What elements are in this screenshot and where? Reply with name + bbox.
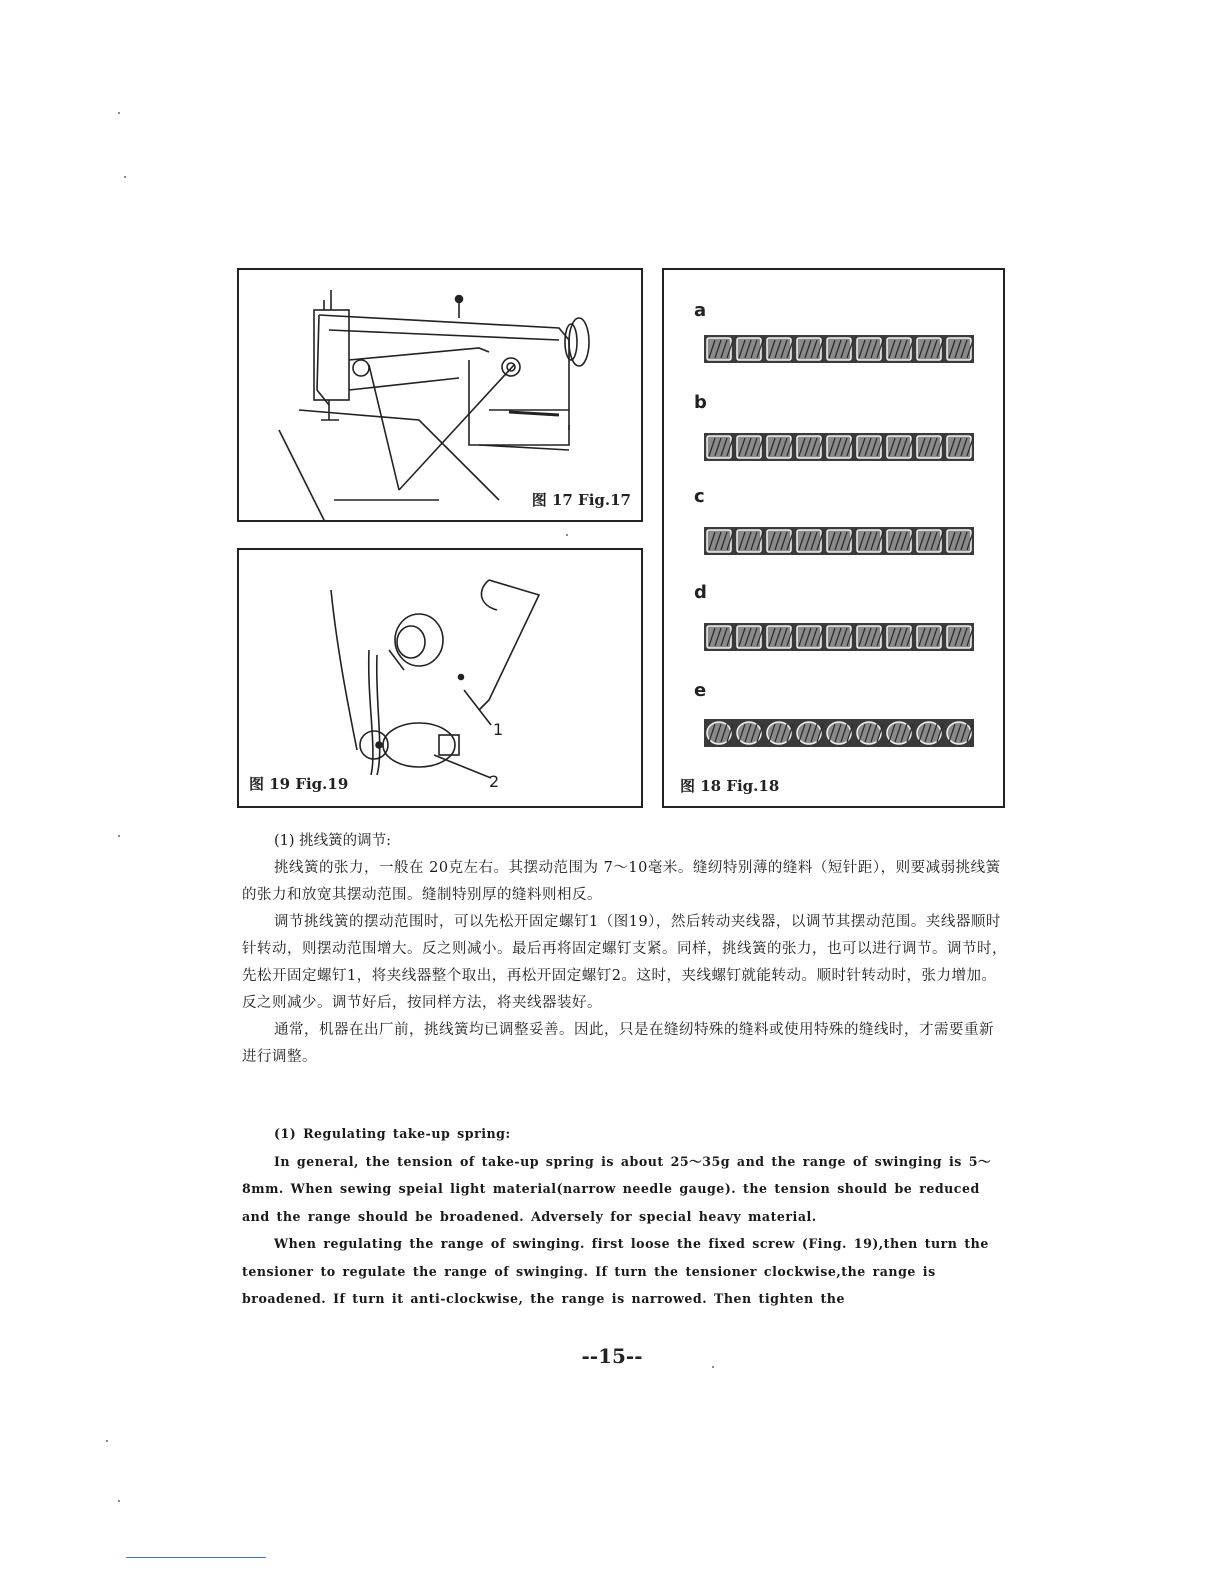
en-paragraph-2: When regulating the range of swinging. first loose the fixed screw (Fing. 19),then turn the tensioner to regulate the range of swinging. If turn the tensioner clockwise,the range is broadened. If turn it anti-clockwise, the range is narrowed. Then tighten the — [242, 1236, 989, 1306]
figure-18-caption: 图 18 Fig.18 — [680, 777, 780, 795]
stitch-row-d — [704, 620, 979, 660]
cn-paragraph-1: 挑线簧的张力，一般在 20克左右。其摆动范围为 7～10毫米。缝纫特别薄的缝料（短针距），则要减弱挑线簧的张力和放宽其摆动范围。缝制特别厚的缝料则相反。 — [242, 860, 1001, 903]
figure-17 — [237, 268, 643, 522]
cn-heading: (1) 挑线簧的调节: — [274, 833, 392, 849]
stitch-row-e — [704, 716, 979, 756]
callout-1: 1 — [493, 720, 504, 739]
sewing-machine-illustration — [239, 270, 641, 520]
variant-label-e: e — [694, 680, 707, 701]
variant-label-c: c — [694, 486, 705, 507]
en-paragraph-1: In general, the tension of take-up spring is about 25～35g and the range of swinging is 5～8mm. When sewing speial light material(narrow needle gauge). the tension should be reduced and the range should be broadened. Adversely for special heavy material. — [242, 1153, 992, 1224]
figure-19-caption: 图 19 Fig.19 — [249, 775, 349, 793]
page-number: --15-- — [581, 1344, 643, 1368]
chinese-section — [242, 828, 1008, 1071]
scan-speck — [106, 1440, 108, 1442]
scan-speck — [124, 176, 126, 178]
callout-2: 2 — [489, 772, 500, 791]
variant-label-d: d — [694, 582, 707, 603]
figure-19 — [237, 548, 643, 808]
scan-speck — [712, 1366, 714, 1368]
figure-17-caption: 图 17 Fig.17 — [531, 491, 631, 509]
figure-18 — [662, 268, 1005, 808]
scan-speck — [118, 112, 120, 114]
cn-paragraph-3: 通常，机器在出厂前，挑线簧均已调整妥善。因此，只是在缝纫特殊的缝料或使用特殊的缝线时，才需要重新进行调整。 — [242, 1022, 994, 1065]
scan-speck — [118, 835, 120, 837]
stitch-row-b — [704, 430, 979, 470]
en-heading: (1) Regulating take-up spring: — [274, 1126, 511, 1141]
scan-speck — [118, 1500, 120, 1502]
stitch-row-c — [704, 524, 979, 564]
thread-tensioner-illustration — [239, 550, 641, 806]
variant-label-a: a — [694, 300, 707, 321]
stitch-row-a — [704, 332, 979, 372]
bottom-rule — [126, 1557, 266, 1558]
scan-speck — [566, 534, 568, 536]
cn-paragraph-2: 调节挑线簧的摆动范围时，可以先松开固定螺钉1（图19），然后转动夹线器，以调节其摆动范围。夹线器顺时针转动，则摆动范围增大。反之则减小。最后再将固定螺钉支紧。同样，挑线簧的张力，也可以进行调节。调节时，先松开固定螺钉1，将夹线器整个取出，再松开固定螺钉2。这时，夹线螺钉就能转动。顺时针转动时，张力增加。反之则减少。调节好后，按同样方法，将夹线器装好。 — [242, 914, 1007, 1011]
english-section — [242, 1120, 1008, 1313]
variant-label-b: b — [694, 392, 707, 413]
